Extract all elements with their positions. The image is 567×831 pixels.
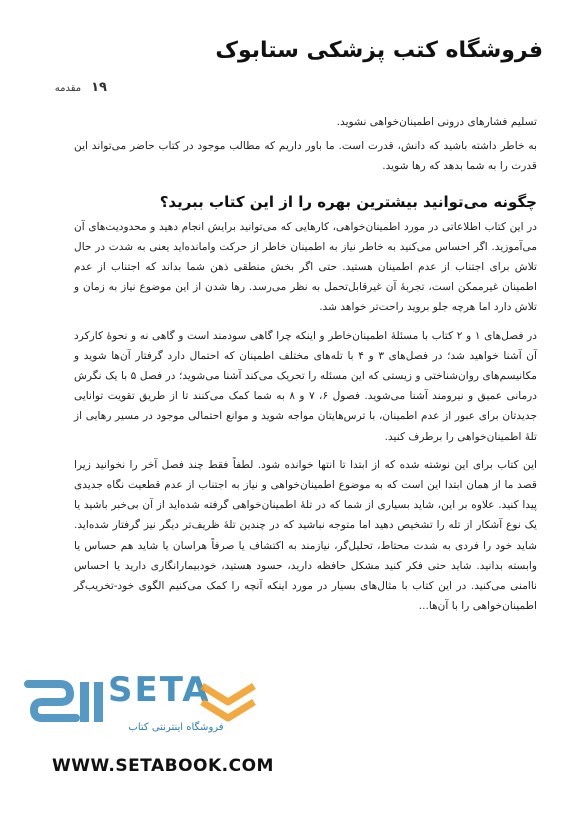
intro-line: به خاطر داشته باشید که دانش، قدرت است. ما باور داریم که مطالب موجود در کتاب حاضر می‌تواند این قدرت را به شما بدهد که رها شوید. (74, 140, 537, 173)
watermark-brand: SETA (108, 670, 211, 710)
body-paragraph: در این کتاب اطلاعاتی در مورد اطمینان‌خواهی، کارهایی که می‌توانید برایش انجام دهید و محدودیت‌های آن می‌آموزید. اگر احساس می‌کنید به خاطر نیاز به اطمینان خاطر از حرکت وامانده‌اید یعنی به شدت در حال تلاش برای اجتناب از عدم اطمینان هستید. حتی اگر بخش منطقی ذهن شما بداند که اجتناب از عدم اطمینان غیرممکن است، تجربهٔ آن غیرقابل‌تحمل به نظر می‌رسد. رها شدن از این موضوع نیاز به زمان و تلاش دارد اما هرچه جلو بروید راحت‌تر خواهد شد. (74, 220, 537, 314)
running-head (24, 80, 107, 95)
body-paragraph: در فصل‌های ۱ و ۲ کتاب با مسئلهٔ اطمینان‌خاطر و اینکه چرا گاهی سودمند است و گاهی نه و نحوهٔ کارکرد آن آشنا خواهید شد؛ در فصل‌های ۳ و ۴ با تله‌های مختلف اطمینان که احتمال دارد گرفتار آن‌ها شوید و مکانیسم‌های روان‌شناختی و زیستی که این مسئله را تحریک می‌کند آشنا می‌شوید؛ در فصل ۵ با یک نگرش درمانی عمیق و نیرومند آشنا می‌شوید. فصول ۶، ۷ و ۸ به شما کمک می‌کنند تا از طریق تقویت توانایی جدیدتان برای عبور از عدم اطمینان، با ترس‌هایتان مواجه شوید و موانع احتمالی موجود در مسیر رهایی از تلهٔ اطمینان‌خواهی را برطرف کنید. (74, 329, 538, 443)
intro-line: تسلیم فشارهای درونی اطمینان‌خواهی نشوید. (336, 116, 537, 128)
seta-logo-icon (20, 674, 106, 730)
setabook-watermark (20, 662, 320, 752)
footer-website-url[interactable]: WWW.SETABOOK.COM (52, 756, 274, 776)
chapter-label: مقدمه (54, 83, 82, 94)
body-paragraph: این کتاب برای این نوشته شده که از ابتدا تا انتها خوانده شود. لطفاً فقط چند فصل آخر را نخوانید زیرا قصد ما از همان ابتدا این است که به موضوع اطمینان‌خواهی و نیاز به اجتناب از عدم قطعیت نگاه جدیدی پیدا کنید. علاوه بر این، شاید بسیاری از شما که در تلهٔ اطمینان‌خواهی گرفته شده‌اید از آن بی‌خبر باشید یا یک نوع آشکار از تله را تشخیص دهید اما متوجه نباشید که در چندین تلهٔ ظریف‌تر دیگر نیز گرفتار شده‌اید. شاید خود را فردی به شدت محتاط، تحلیل‌گر، نیازمند به اکتشاف یا صرفاً هراسان یا شاید هم حساس یا وابسته بدانید. شاید حتی فکر کنید مشکل حافظه دارید، حسود هستید، خودبیمارانگاری دارید یا احساس ناامنی می‌کنید. در این کتاب با مثال‌های بسیار در مورد اینکه آنچه را کمک می‌کنیم الگوی خود-تخریب‌گر اطمینان‌خواهی را با آن‌ها... (74, 458, 537, 613)
page-number: ۱۹ (91, 80, 107, 95)
section-heading: چگونه می‌توانید بیشترین بهره را از این کتاب ببرید؟ (159, 192, 537, 211)
page-body (74, 112, 537, 616)
page-header-title: فروشگاه کتب پزشکی ستابوک (215, 38, 543, 63)
watermark-tagline: فروشگاه اینترنتی کتاب (128, 722, 224, 733)
